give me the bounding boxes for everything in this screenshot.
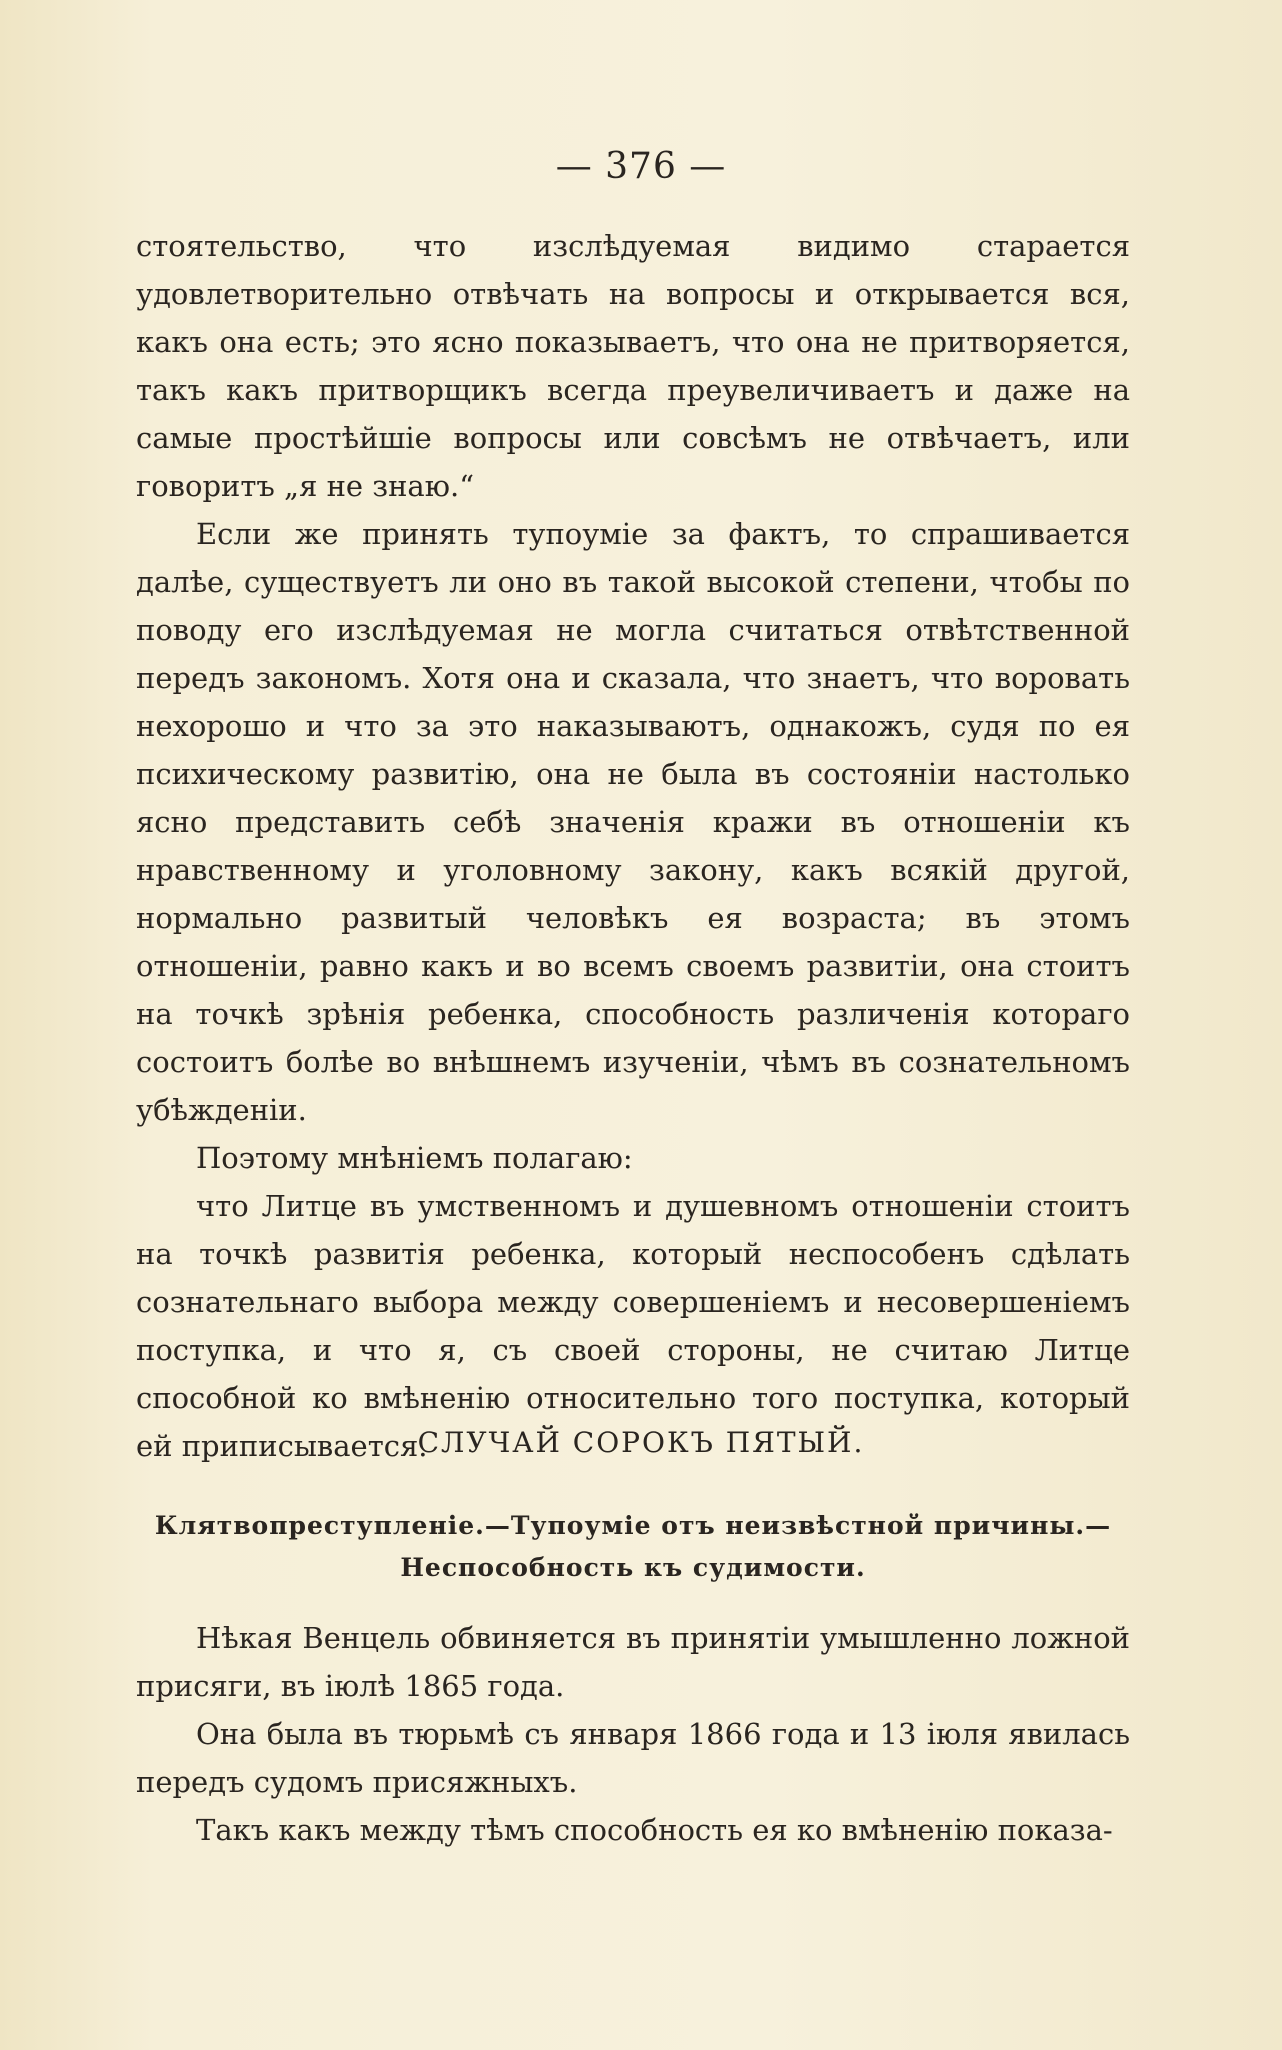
section-subtitle: Клятвопреступленіе.—Тупоумiе отъ неизвѣстной причины.— Неспособность къ судимости. <box>154 1511 1112 1582</box>
paragraph: Нѣкая Венцель обвиняется въ принятіи умышленно ложной присяги, въ іюлѣ 1865 года. <box>136 1621 1130 1703</box>
page-number: — 376 — <box>555 146 727 187</box>
paragraph: стоятельство, что изслѣдуемая видимо старается удовлетворительно отвѣчать на вопросы и открывается вся, какъ она есть; это ясно показываетъ, что она не притворяется, такъ какъ притворщикъ всегда преувеличиваетъ и даже на самые простѣйшіе вопросы или совсѣмъ не отвѣчаетъ, или говоритъ „я не знаю.“ <box>136 229 1130 503</box>
body-text-bottom <box>136 1614 1130 1854</box>
paragraph: Такъ какъ между тѣмъ способность ея ко вмѣненію показа- <box>196 1813 1113 1847</box>
section-title: СЛУЧАЙ СОРОКЪ ПЯТЫЙ. <box>417 1426 865 1459</box>
paragraph: Поэтому мнѣніемъ полагаю: <box>196 1141 633 1175</box>
paragraph: что Литце въ умственномъ и душевномъ отношеніи стоитъ на точкѣ развитія ребенка, который неспособенъ сдѣлать сознательнаго выбора между совершеніемъ и несовершеніемъ поступка, и что я, съ своей стороны, не считаю Литце способной ко вмѣненію относительно того поступка, который ей приписывается. <box>136 1189 1130 1463</box>
body-text-top <box>136 222 1130 1470</box>
paragraph: Она была въ тюрьмѣ съ января 1866 года и 13 іюля явилась передъ судомъ присяжныхъ. <box>136 1717 1130 1799</box>
paragraph: Если же принять тупоуміе за фактъ, то спрашивается далѣе, существуетъ ли оно въ такой высокой степени, чтобы по поводу его изслѣдуемая не могла считаться отвѣтственной передъ закономъ. Хотя она и сказала, что знаетъ, что воровать нехорошо и что за это наказываютъ, однакожъ, судя по ея психическому развитію, она не была въ состояніи настолько ясно представить себѣ значенія кражи въ отношеніи къ нравственному и уголовному закону, какъ всякій другой, нормально развитый человѣкъ ея возраста; въ этомъ отношеніи, равно какъ и во всемъ своемъ развитіи, она стоитъ на точкѣ зрѣнія ребенка, способность различенія котораго состоитъ болѣе во внѣшнемъ изученіи, чѣмъ въ сознательномъ убѣжденіи. <box>136 517 1130 1127</box>
